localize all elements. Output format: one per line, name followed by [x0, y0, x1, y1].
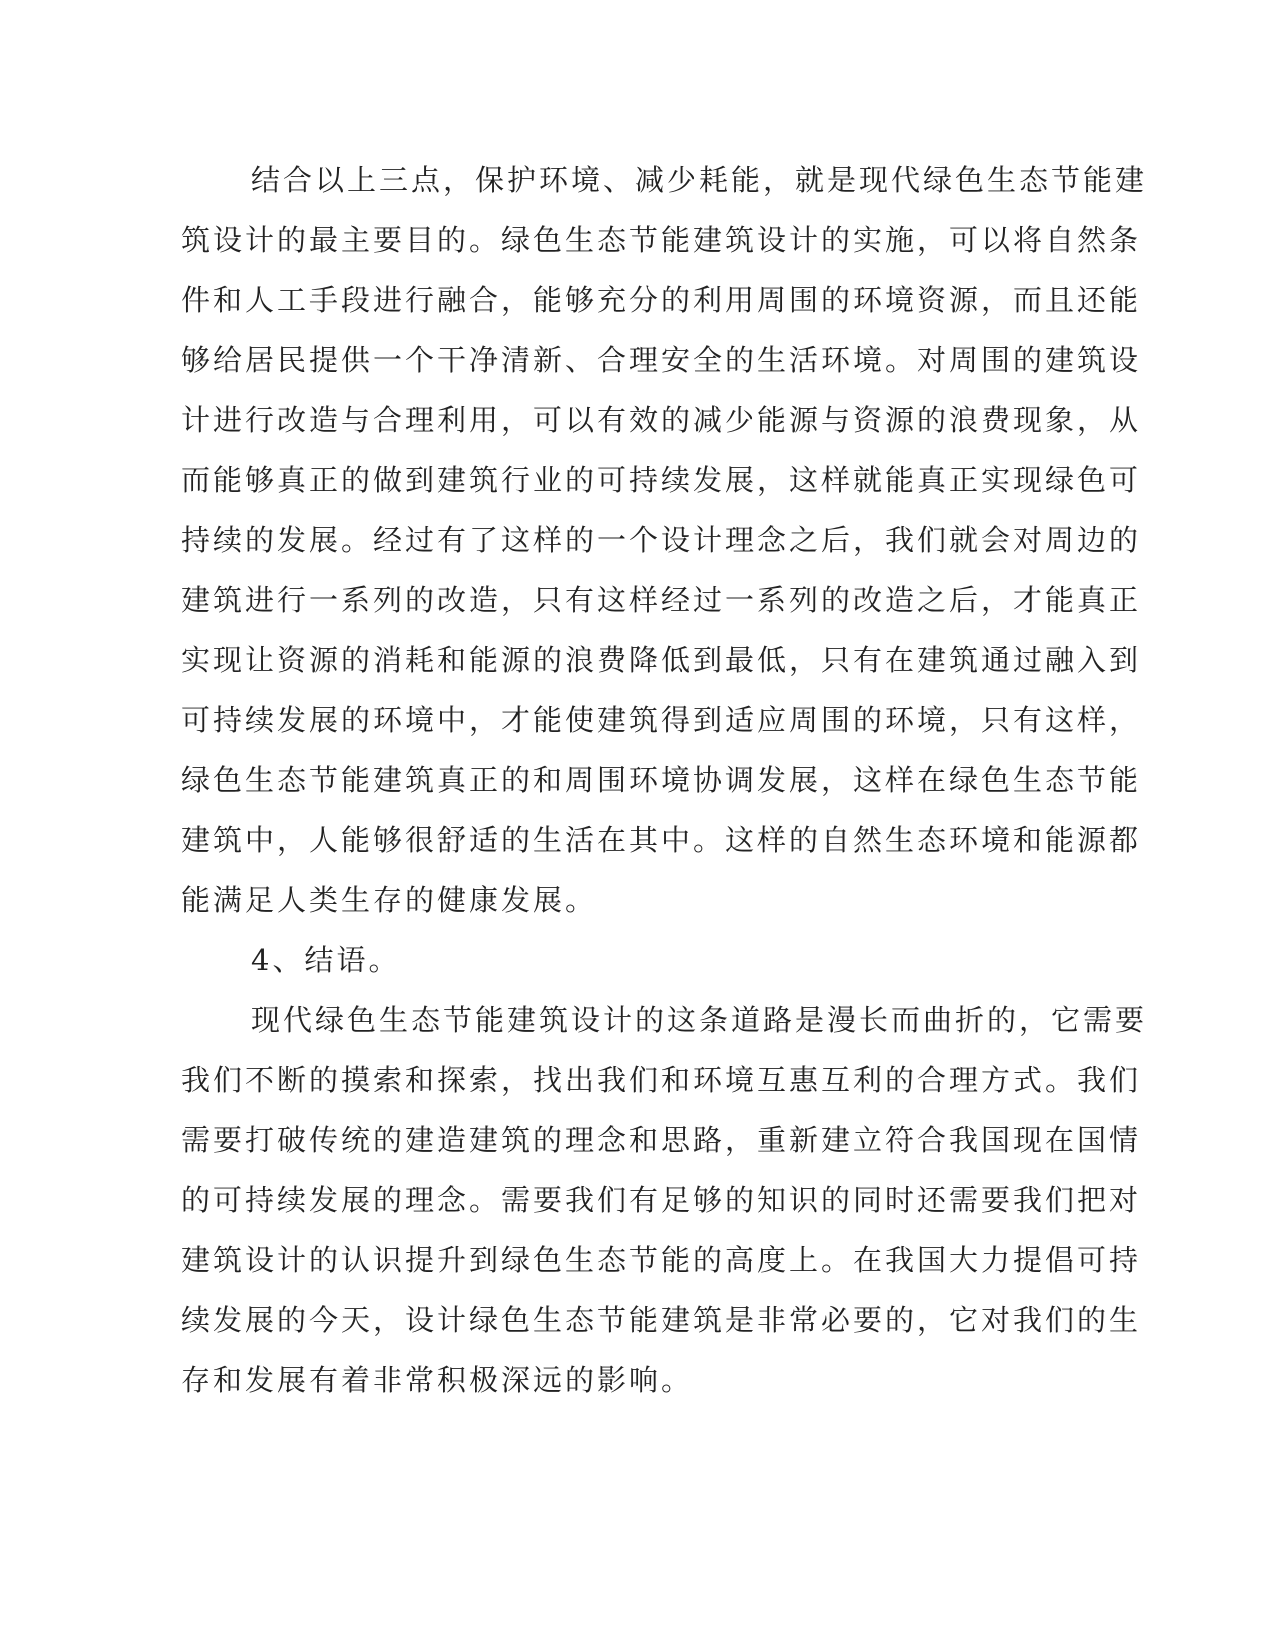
- text-line: 持续的发展。经过有了这样的一个设计理念之后，我们就会对周边的: [181, 523, 1142, 557]
- text-line: 绿色生态节能建筑真正的和周围环境协调发展，这样在绿色生态节能: [181, 763, 1142, 797]
- text-line: 够给居民提供一个干净清新、合理安全的生活环境。对周围的建筑设: [181, 343, 1142, 377]
- text-line: 我们不断的摸索和探索，找出我们和环境互惠互利的合理方式。我们: [181, 1063, 1142, 1097]
- text-line: 建筑进行一系列的改造，只有这样经过一系列的改造之后，才能真正: [181, 583, 1142, 617]
- text-line: 件和人工手段进行融合，能够充分的利用周围的环境资源，而且还能: [181, 283, 1142, 317]
- text-line: 建筑中，人能够很舒适的生活在其中。这样的自然生态环境和能源都: [181, 823, 1142, 857]
- text-line: 续发展的今天，设计绿色生态节能建筑是非常必要的，它对我们的生: [181, 1303, 1142, 1337]
- paragraph-conclusion: [181, 990, 1148, 1410]
- text-line: 需要打破传统的建造建筑的理念和思路，重新建立符合我国现在国情: [181, 1123, 1142, 1157]
- text-line: 结合以上三点，保护环境、减少耗能，就是现代绿色生态节能建: [251, 163, 1148, 197]
- text-line: 可持续发展的环境中，才能使建筑得到适应周围的环境，只有这样，: [181, 703, 1142, 737]
- text-line: 而能够真正的做到建筑行业的可持续发展，这样就能真正实现绿色可: [181, 463, 1142, 497]
- text-line: 实现让资源的消耗和能源的浪费降低到最低，只有在建筑通过融入到: [181, 643, 1142, 677]
- text-line: 存和发展有着非常积极深远的影响。: [181, 1363, 694, 1397]
- section-heading: 4、结语。: [251, 943, 401, 977]
- document-body: [181, 150, 1148, 1410]
- text-line: 建筑设计的认识提升到绿色生态节能的高度上。在我国大力提倡可持: [181, 1243, 1142, 1277]
- paragraph-summary: [181, 150, 1148, 930]
- text-line: 计进行改造与合理利用，可以有效的减少能源与资源的浪费现象，从: [181, 403, 1142, 437]
- text-line: 的可持续发展的理念。需要我们有足够的知识的同时还需要我们把对: [181, 1183, 1142, 1217]
- text-line: 筑设计的最主要目的。绿色生态节能建筑设计的实施，可以将自然条: [181, 223, 1142, 257]
- text-line: 现代绿色生态节能建筑设计的这条道路是漫长而曲折的，它需要: [251, 1003, 1148, 1037]
- text-line: 能满足人类生存的健康发展。: [181, 883, 598, 917]
